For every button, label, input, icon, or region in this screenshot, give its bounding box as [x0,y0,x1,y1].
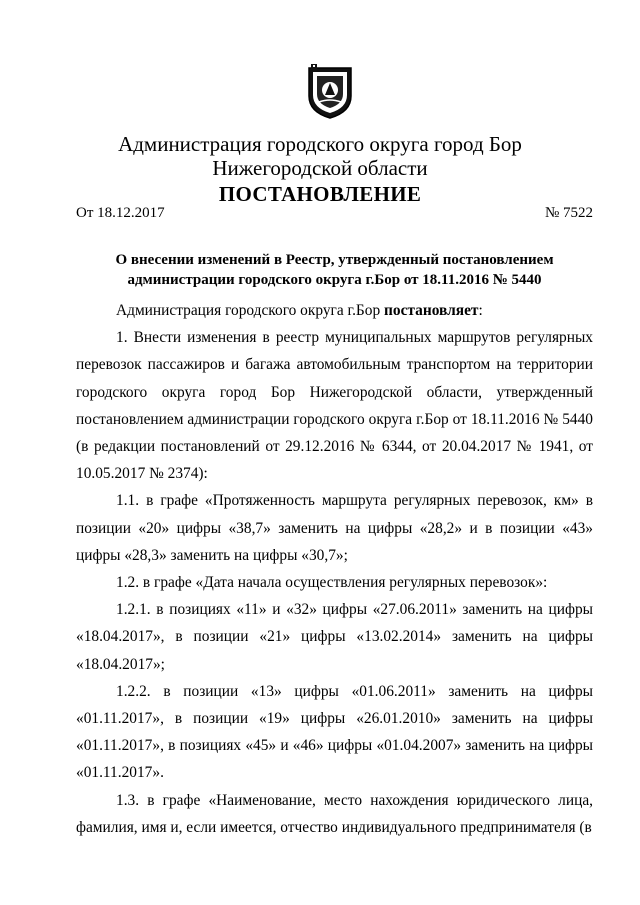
organization-name-line2: Нижегородской области [212,156,428,180]
intro-decree-word: постановляет [384,302,479,319]
subject-line2: администрации городского округа г.Бор от 18.11.2016 № 5440 [127,272,542,288]
paragraph-1-1: 1.1. в графе «Протяженность маршрута регулярных перевозок, км» в позиции «20» цифры «38,7» заменить на цифры «28,2» и в позиции «43» цифры «28,3» заменить на цифры «30,7»; [76,492,593,564]
document-date: От 18.12.2017 [76,205,165,221]
subject-line1: О внесении изменений в Реестр, утвержденный постановлением [115,252,554,268]
paragraph-1-2: 1.2. в графе «Дата начала осуществления регулярных перевозок»: [116,574,548,592]
intro-paragraph [76,297,593,324]
document-subject [76,250,593,290]
paragraph-1: 1. Внести изменения в реестр муниципальных маршрутов регулярных перевозок пассажиров и багажа автомобильным транспортом на территории городского округа город Бор Нижегородской области, утвержденный постановлением администрации городского округа г.Бор от 18.11.2016 № 5440 (в редакции постановлений от 29.12.2016 № 6344, от 20.04.2017 № 1941, от 10.05.2017 № 2374): [76,329,593,483]
intro-text: Администрация городского округа г.Бор [116,302,385,319]
organization-name-line1: Администрация городского округа город Бор [118,132,522,156]
document-body [76,297,593,841]
document-number: № 7522 [544,205,593,221]
document-type-title: ПОСТАНОВЛЕНИЕ [218,182,422,206]
city-coat-of-arms-icon [305,62,355,120]
paragraph-1-3: 1.3. в графе «Наименование, место нахождения юридического лица, фамилия, имя и, если имеется, отчество индивидуального предпринимателя (в [76,791,593,836]
paragraph-1-2-1: 1.2.1. в позициях «11» и «32» цифры «27.06.2011» заменить на цифры «18.04.2017», в позиции «21» цифры «13.02.2014» заменить на цифры «18.04.2017»; [76,601,593,673]
intro-colon: : [478,302,483,319]
paragraph-1-2-2: 1.2.2. в позиции «13» цифры «01.06.2011» заменить на цифры «01.11.2017», в позиции «19» цифры «26.01.2010» заменить на цифры «01.11.2017», в позициях «45» и «46» цифры «01.04.2007» заменить на цифры «01.11.2017». [76,682,593,782]
